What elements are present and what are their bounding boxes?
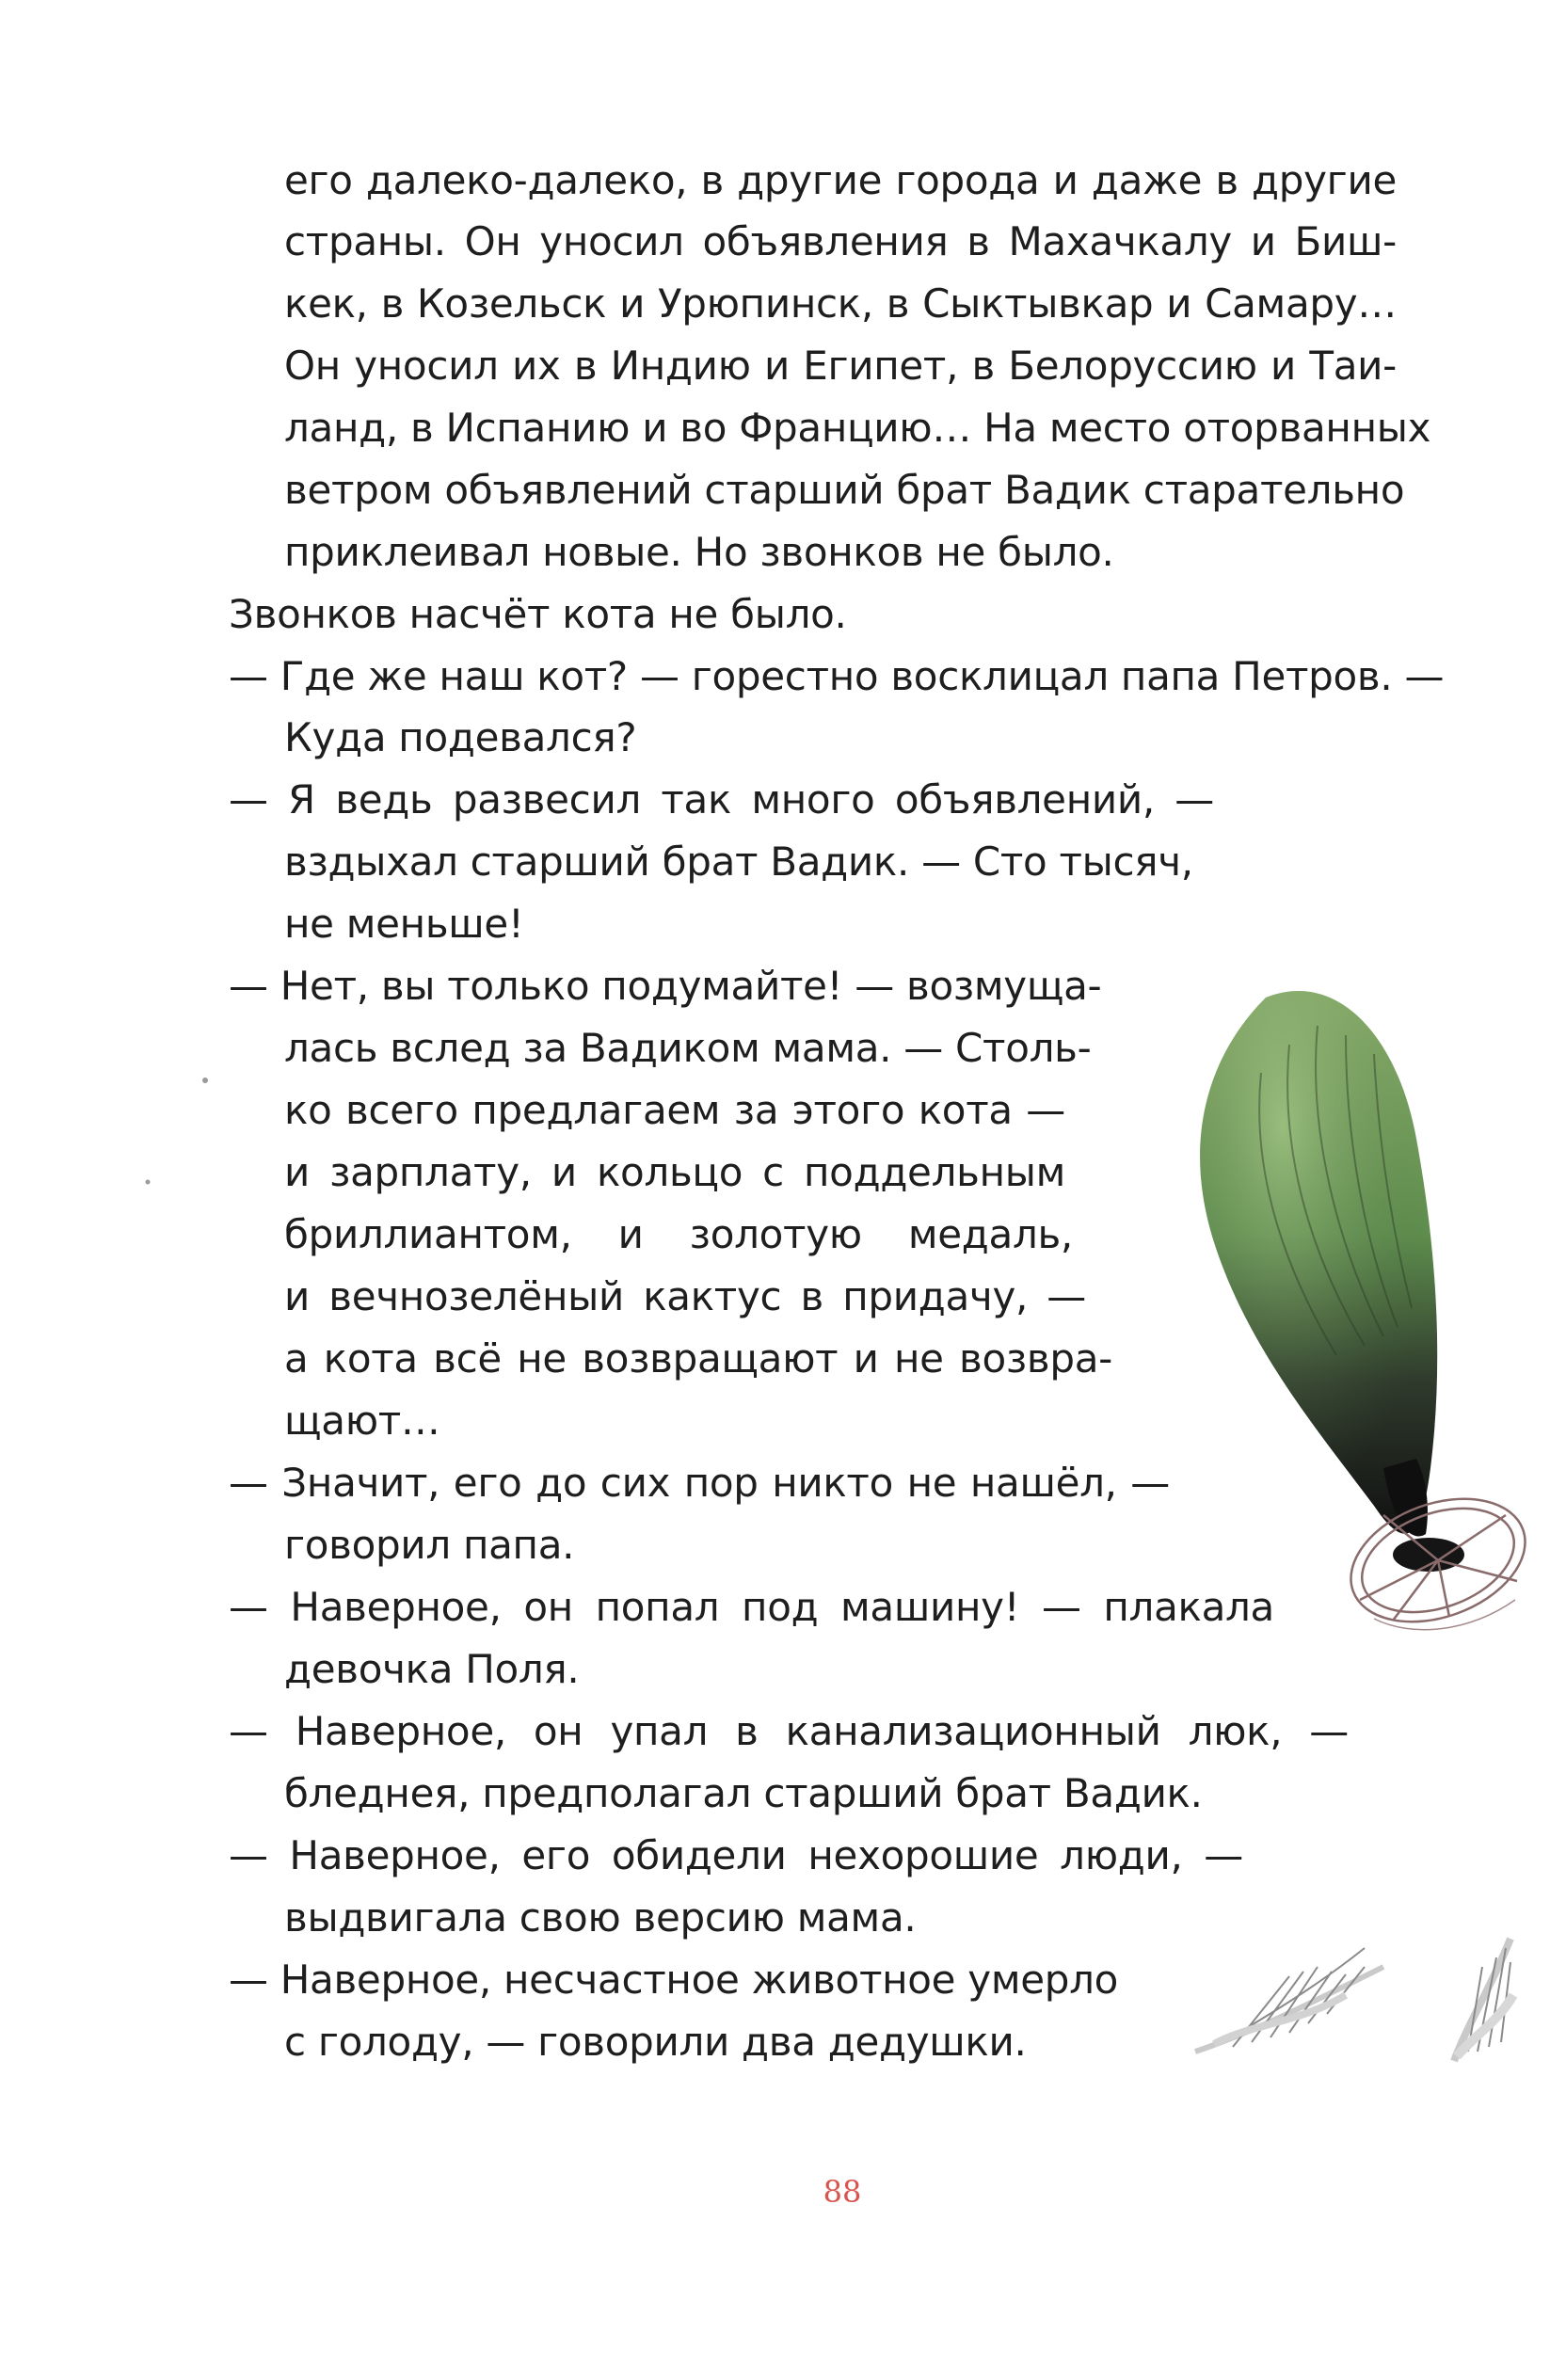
text-line: ко всего предлагаем за этого кота — — [284, 1087, 1065, 1133]
text-line: и зарплату, и кольцо с поддельным — [284, 1149, 1065, 1195]
speck-marks — [146, 1078, 209, 1185]
text-line: Он уносил их в Индию и Египет, в Белоруссию и Таи- — [284, 343, 1397, 389]
text-line: — Наверное, он упал в канализационный люк, — — [229, 1708, 1349, 1754]
text-line: бледнея, предполагал старший брат Вадик. — [284, 1770, 1203, 1816]
text-line: — Нет, вы только подумайте! — возмуща- — [229, 963, 1102, 1009]
text-line: Звонков насчёт кота не было. — [229, 591, 847, 637]
text-line: лась вслед за Вадиком мама. — Столь- — [284, 1025, 1092, 1071]
page-number: 88 — [823, 2174, 862, 2210]
text-line: с голоду, — говорили два дедушки. — [284, 2019, 1027, 2065]
text-line: говорил папа. — [284, 1522, 575, 1568]
text-line: не меньше! — [284, 901, 524, 947]
text-line: приклеивал новые. Но звонков не было. — [284, 529, 1114, 575]
basket-wheel-icon — [1334, 1477, 1542, 1644]
text-line: выдвигала свою версию мама. — [284, 1894, 917, 1941]
text-line: — Наверное, его обидели нехорошие люди, — — [229, 1832, 1243, 1878]
text-line: а кота всё не возвращают и не возвра- — [284, 1335, 1112, 1382]
text-line: — Значит, его до сих пор никто не нашёл, — — [229, 1460, 1170, 1506]
text-line: ветром объявлений старший брат Вадик старательно — [284, 467, 1405, 513]
text-line: бриллиантом, и золотую медаль, — [284, 1211, 1073, 1257]
text-line: ланд, в Испанию и во Францию… На место оторванных — [284, 405, 1431, 451]
text-line: — Где же наш кот? — горестно восклицал папа Петров. — — [229, 653, 1445, 699]
text-line: щают… — [284, 1398, 440, 1444]
text-line: — Наверное, несчастное животное умерло — [229, 1957, 1119, 2003]
text-line: девочка Поля. — [284, 1646, 580, 1692]
text-line: его далеко-далеко, в другие города и даже в другие — [284, 157, 1397, 203]
balloon-sack-icon — [1200, 991, 1464, 1572]
text-line: страны. Он уносил объявления в Махачкалу и Биш- — [284, 218, 1397, 264]
text-line: — Наверное, он попал под машину! — плакала — [229, 1584, 1274, 1630]
text-line: кек, в Козельск и Урюпинск, в Сыктывкар и Самару… — [284, 280, 1397, 327]
text-line: вздыхал старший брат Вадик. — Сто тысяч, — [284, 839, 1193, 885]
text-line: и вечнозелёный кактус в придачу, — — [284, 1273, 1086, 1319]
text-line: Куда подевался? — [284, 714, 637, 760]
grass-sketch-icon — [1195, 1939, 1513, 2061]
text-line: — Я ведь развесил так много объявлений, — — [229, 776, 1214, 823]
